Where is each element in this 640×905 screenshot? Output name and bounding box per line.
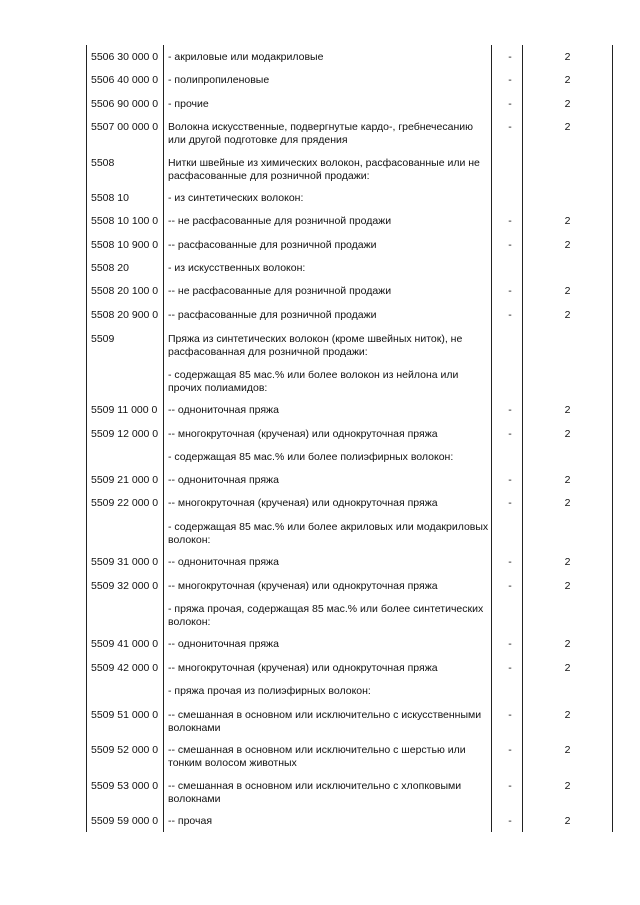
tariff-code: 5509 53 000 0: [91, 780, 159, 792]
duty-rate: 2: [564, 662, 571, 674]
duty-rate: 2: [564, 121, 571, 133]
duty-rate: 2: [564, 98, 571, 110]
tariff-code: 5509 21 000 0: [91, 474, 159, 486]
duty-rate: 2: [564, 215, 571, 227]
goods-description: - содержащая 85 мас.% или более акриловых или модакриловых волокон:: [168, 521, 489, 546]
goods-description: -- не расфасованные для розничной продажи: [168, 215, 392, 227]
tariff-code: 5509: [91, 333, 115, 345]
tariff-code: 5509 51 000 0: [91, 709, 159, 721]
dash-cell: -: [508, 428, 512, 440]
dash-cell: -: [508, 497, 512, 509]
table-border-left: [86, 45, 87, 832]
tariff-code: 5509 22 000 0: [91, 497, 159, 509]
duty-rate: 2: [564, 815, 571, 827]
tariff-code: 5509 52 000 0: [91, 744, 159, 756]
dash-cell: -: [508, 744, 512, 756]
goods-description: -- многокруточная (крученая) или однокруточная пряжа: [168, 580, 438, 592]
dash-cell: -: [508, 638, 512, 650]
goods-description: -- смешанная в основном или исключительно с хлопковыми волокнами: [168, 780, 462, 805]
tariff-code: 5509 42 000 0: [91, 662, 159, 674]
duty-rate: 2: [564, 404, 571, 416]
goods-description: -- расфасованные для розничной продажи: [168, 309, 377, 321]
goods-description: -- смешанная в основном или исключительно с шерстью или тонким волосом животных: [168, 744, 466, 769]
table-border-right: [612, 45, 613, 832]
goods-description: - содержащая 85 мас.% или более полиэфирных волокон:: [168, 451, 454, 463]
tariff-code: 5506 30 000 0: [91, 51, 159, 63]
tariff-code: 5506 40 000 0: [91, 74, 159, 86]
goods-description: - из синтетических волокон:: [168, 192, 304, 204]
goods-description: Волокна искусственные, подвергнутые кардо-, гребнечесанию или другой подготовке для прядения: [168, 121, 473, 146]
goods-description: -- прочая: [168, 815, 213, 827]
duty-rate: 2: [564, 51, 571, 63]
tariff-code: 5508 10: [91, 192, 129, 204]
duty-rate: 2: [564, 497, 571, 509]
duty-rate: 2: [564, 474, 571, 486]
goods-description: -- однониточная пряжа: [168, 474, 279, 486]
duty-rate: 2: [564, 309, 571, 321]
duty-rate: 2: [564, 428, 571, 440]
duty-rate: 2: [564, 709, 571, 721]
duty-rate: 2: [564, 556, 571, 568]
tariff-code: 5509 31 000 0: [91, 556, 159, 568]
dash-cell: -: [508, 239, 512, 251]
tariff-code: 5508 20 100 0: [91, 285, 159, 297]
dash-cell: -: [508, 709, 512, 721]
tariff-code: 5508 20 900 0: [91, 309, 159, 321]
dash-cell: -: [508, 815, 512, 827]
goods-description: Нитки швейные из химических волокон, расфасованные или не расфасованные для розничной продажи:: [168, 157, 480, 182]
goods-description: -- расфасованные для розничной продажи: [168, 239, 377, 251]
duty-rate: 2: [564, 638, 571, 650]
goods-description: -- однониточная пряжа: [168, 404, 279, 416]
tariff-code: 5506 90 000 0: [91, 98, 159, 110]
dash-cell: -: [508, 662, 512, 674]
tariff-code: 5509 59 000 0: [91, 815, 159, 827]
goods-description: - пряжа прочая, содержащая 85 мас.% или более синтетических волокон:: [168, 603, 484, 628]
duty-rate: 2: [564, 239, 571, 251]
goods-description: - из искусственных волокон:: [168, 262, 306, 274]
table-divider-code: [163, 45, 164, 832]
goods-description: -- многокруточная (крученая) или однокруточная пряжа: [168, 428, 438, 440]
dash-cell: -: [508, 556, 512, 568]
dash-cell: -: [508, 580, 512, 592]
dash-cell: -: [508, 74, 512, 86]
dash-cell: -: [508, 404, 512, 416]
tariff-code: 5508 10 900 0: [91, 239, 159, 251]
duty-rate: 2: [564, 285, 571, 297]
tariff-code: 5509 11 000 0: [91, 404, 158, 416]
goods-description: -- однониточная пряжа: [168, 556, 279, 568]
dash-cell: -: [508, 121, 512, 133]
tariff-code: 5509 12 000 0: [91, 428, 159, 440]
table-divider-desc: [491, 45, 492, 832]
dash-cell: -: [508, 51, 512, 63]
goods-description: - пряжа прочая из полиэфирных волокон:: [168, 685, 371, 697]
duty-rate: 2: [564, 74, 571, 86]
duty-rate: 2: [564, 780, 571, 792]
dash-cell: -: [508, 215, 512, 227]
tariff-code: 5508 10 100 0: [91, 215, 159, 227]
goods-description: -- не расфасованные для розничной продажи: [168, 285, 392, 297]
dash-cell: -: [508, 309, 512, 321]
goods-description: -- многокруточная (крученая) или однокруточная пряжа: [168, 662, 438, 674]
dash-cell: -: [508, 285, 512, 297]
goods-description: - содержащая 85 мас.% или более волокон из нейлона или прочих полиамидов:: [168, 369, 459, 394]
goods-description: -- смешанная в основном или исключительно с искусственными волокнами: [168, 709, 482, 734]
dash-cell: -: [508, 474, 512, 486]
goods-description: -- многокруточная (крученая) или однокруточная пряжа: [168, 497, 438, 509]
tariff-code: 5509 32 000 0: [91, 580, 159, 592]
tariff-code: 5507 00 000 0: [91, 121, 159, 133]
goods-description: Пряжа из синтетических волокон (кроме швейных ниток), не расфасованная для розничной продажи:: [168, 333, 463, 358]
duty-rate: 2: [564, 580, 571, 592]
goods-description: -- однониточная пряжа: [168, 638, 279, 650]
goods-description: - полипропиленовые: [168, 74, 270, 86]
goods-description: - прочие: [168, 98, 209, 110]
dash-cell: -: [508, 780, 512, 792]
duty-rate: 2: [564, 744, 571, 756]
tariff-code: 5509 41 000 0: [91, 638, 159, 650]
tariff-code: 5508: [91, 157, 115, 169]
goods-description: - акриловые или модакриловые: [168, 51, 324, 63]
dash-cell: -: [508, 98, 512, 110]
tariff-code: 5508 20: [91, 262, 129, 274]
